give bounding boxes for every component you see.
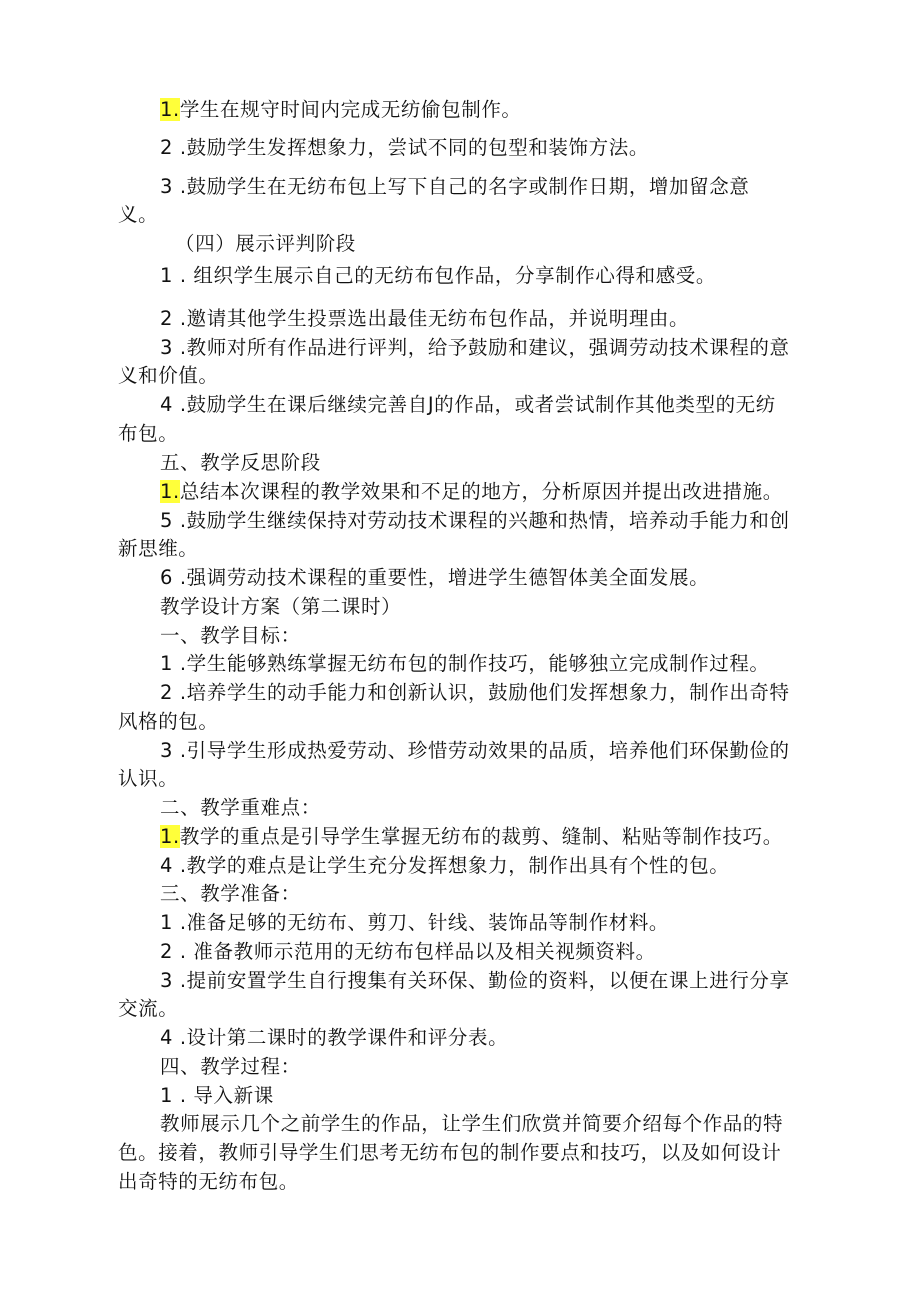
paragraph-line — [118, 995, 838, 1023]
paragraph-text: 新思维。 — [118, 537, 199, 560]
list-text: .教师对所有作品进行评判，给予鼓励和建议，强调劳动技术课程的意 — [173, 336, 790, 359]
list-number: 2 — [160, 307, 174, 330]
list-item — [160, 909, 880, 937]
list-item — [160, 391, 880, 419]
list-number: 1. — [160, 825, 180, 848]
section-heading-text: 五、教学反思阶段 — [160, 451, 321, 474]
paragraph-text: 认识。 — [118, 767, 179, 790]
list-text: .设计第二课时的教学课件和评分表。 — [173, 1026, 509, 1049]
list-text: .教学的难点是让学生充分发挥想象力，制作出具有个性的包。 — [173, 854, 730, 877]
list-item — [160, 967, 880, 995]
paragraph-line — [118, 1168, 838, 1196]
list-number: 1 — [160, 911, 174, 934]
list-item — [160, 737, 880, 765]
list-number: 3 — [160, 739, 174, 762]
list-text: 总结本次课程的教学效果和不足的地方，分析原因并提出改进措施。 — [179, 480, 783, 503]
list-number: 2 — [160, 136, 174, 159]
list-text: 教学的重点是引导学生掌握无纺布的裁剪、缝制、粘贴等制作技巧。 — [179, 825, 783, 848]
paragraph-text: 布包。 — [118, 422, 179, 445]
list-number: 3 — [160, 175, 174, 198]
paragraph-line — [118, 201, 838, 229]
list-number: 6 — [160, 566, 174, 589]
list-item — [160, 938, 880, 966]
paragraph-line — [118, 708, 838, 736]
list-text: .准备足够的无纺布、剪刀、针线、装饰品等制作材料。 — [173, 911, 670, 934]
list-text: 学生在规守时间内完成无纺偷包制作。 — [179, 98, 522, 121]
list-text: .鼓励学生在课后继续完善自J的作品，或者尝试制作其他类型的无纺 — [173, 393, 776, 416]
list-text: .鼓励学生在无纺布包上写下自己的名字或制作日期，增加留念意 — [173, 175, 750, 198]
list-item — [160, 852, 880, 880]
list-number: 1 — [160, 264, 174, 287]
list-text: .引导学生形成热爱劳动、珍惜劳动效果的品质，培养他们环保勤俭的 — [173, 739, 790, 762]
list-item — [160, 134, 880, 162]
section-heading — [160, 622, 880, 650]
list-number: 2 — [160, 940, 174, 963]
paragraph-line — [160, 1110, 880, 1138]
list-item — [160, 564, 880, 592]
list-item — [160, 507, 880, 535]
section-heading — [160, 449, 880, 477]
paragraph-text: 义。 — [118, 203, 159, 226]
section-heading — [175, 230, 895, 258]
list-text: . 组织学生展示自己的无纺布包作品，分享制作心得和感受。 — [173, 264, 717, 287]
document-subtitle-text: 教学设计方案（第二课时） — [160, 595, 402, 618]
section-heading — [160, 1053, 880, 1081]
paragraph-text: 色。接着，教师引导学生们思考无纺布包的制作要点和技巧，以及如何设计 — [118, 1141, 782, 1164]
paragraph-line — [118, 362, 838, 390]
paragraph-line — [118, 420, 838, 448]
list-number: 3 — [160, 336, 174, 359]
paragraph-text: 风格的包。 — [118, 710, 219, 733]
paragraph-line — [118, 765, 838, 793]
section-heading-text: （四）展示评判阶段 — [175, 232, 356, 255]
document-subtitle — [160, 593, 880, 621]
paragraph-line — [118, 1139, 838, 1167]
section-heading-text: 三、教学准备： — [160, 882, 301, 905]
list-text: .学生能够熟练掌握无纺布包的制作技巧，能够独立完成制作过程。 — [173, 652, 770, 675]
list-number: 5 — [160, 509, 174, 532]
list-item — [160, 1024, 880, 1052]
list-item — [160, 262, 880, 290]
list-number: 1. — [160, 98, 180, 121]
section-heading-text: 一、教学目标： — [160, 624, 301, 647]
list-item — [160, 173, 880, 201]
list-text: .鼓励学生发挥想象力，尝试不同的包型和装饰方法。 — [173, 136, 649, 159]
list-item — [160, 334, 880, 362]
list-number: 3 — [160, 969, 174, 992]
section-heading — [160, 880, 880, 908]
list-number: 2 — [160, 681, 174, 704]
paragraph-text: 教师展示几个之前学生的作品，让学生们欣赏并简要介绍每个作品的特 — [160, 1112, 784, 1135]
list-text: .鼓励学生继续保持对劳动技术课程的兴趣和热情，培养动手能力和创 — [173, 509, 790, 532]
list-number: 4 — [160, 393, 174, 416]
paragraph-line — [118, 535, 838, 563]
section-heading — [160, 794, 880, 822]
list-item — [160, 96, 880, 124]
list-number: 4 — [160, 1026, 174, 1049]
list-text: . 导入新课 — [173, 1084, 274, 1107]
paragraph-text: 出奇特的无纺布包。 — [118, 1170, 299, 1193]
list-text: . 准备教师示范用的无纺布包样品以及相关视频资料。 — [173, 940, 656, 963]
list-item — [160, 679, 880, 707]
paragraph-text: 义和价值。 — [118, 364, 219, 387]
list-text: .提前安置学生自行搜集有关环保、勤俭的资料，以便在课上进行分享 — [173, 969, 790, 992]
list-number: 1 — [160, 1084, 174, 1107]
list-number: 4 — [160, 854, 174, 877]
list-text: .培养学生的动手能力和创新认识，鼓励他们发挥想象力，制作出奇特 — [173, 681, 790, 704]
paragraph-text: 交流。 — [118, 997, 179, 1020]
list-item — [160, 305, 880, 333]
list-number: 1. — [160, 480, 180, 503]
section-heading-text: 二、教学重难点： — [160, 796, 321, 819]
list-number: 1 — [160, 652, 174, 675]
list-item — [160, 823, 880, 851]
list-text: .强调劳动技术课程的重要性，增进学生德智体美全面发展。 — [173, 566, 710, 589]
list-item — [160, 1082, 880, 1110]
list-item — [160, 650, 880, 678]
section-heading-text: 四、教学过程： — [160, 1055, 301, 1078]
list-item — [160, 478, 880, 506]
list-text: .邀请其他学生投票选出最佳无纺布包作品，并说明理由。 — [173, 307, 690, 330]
